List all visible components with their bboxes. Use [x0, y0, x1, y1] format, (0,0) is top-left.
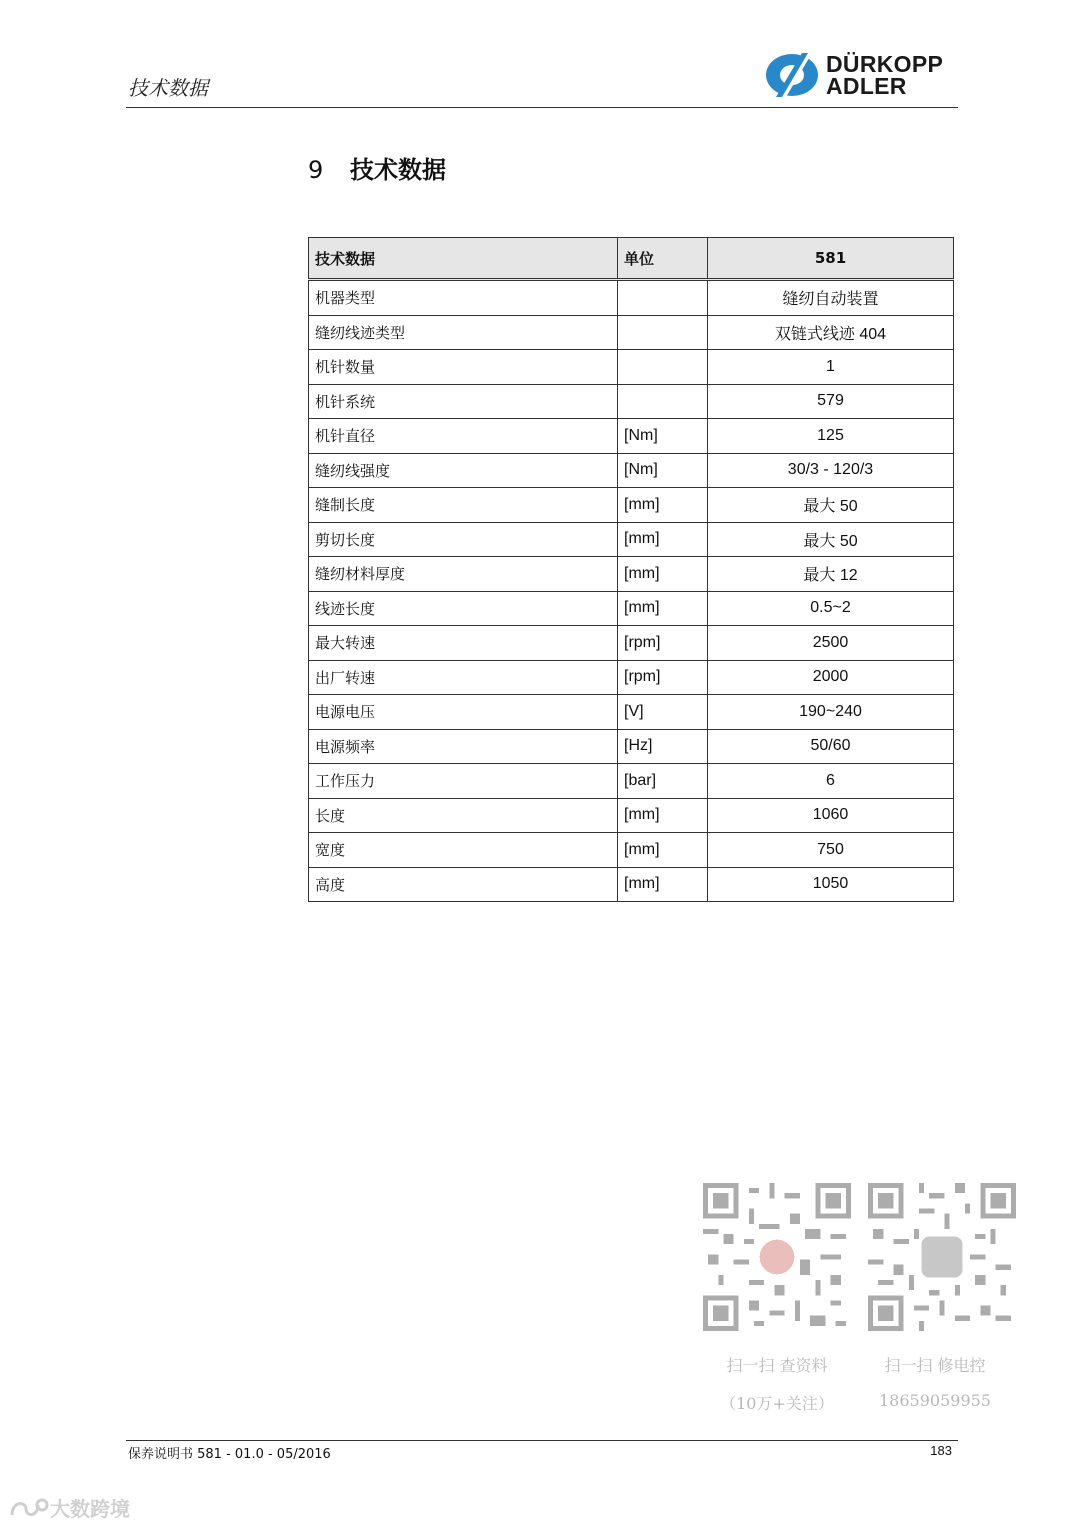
cell-parameter: 缝制长度 [309, 488, 618, 523]
cell-parameter: 缝纫材料厚度 [309, 557, 618, 592]
header-cell-parameter: 技术数据 [309, 238, 618, 280]
table-row [309, 557, 954, 592]
watermark [8, 1493, 130, 1522]
cell-parameter: 电源频率 [309, 729, 618, 764]
table-row [309, 729, 954, 764]
cell-unit: [mm] [618, 591, 708, 626]
cell-value: 缝纫自动装置 [708, 280, 954, 316]
cell-unit [618, 350, 708, 385]
cell-unit [618, 280, 708, 316]
table-row [309, 626, 954, 661]
cell-unit: [mm] [618, 833, 708, 868]
cell-parameter: 机针数量 [309, 350, 618, 385]
table-row [309, 833, 954, 868]
cell-value: 750 [708, 833, 954, 868]
cell-value: 50/60 [708, 729, 954, 764]
cell-parameter: 高度 [309, 867, 618, 902]
cell-parameter: 工作压力 [309, 764, 618, 799]
table-row [309, 350, 954, 385]
cell-parameter: 机器类型 [309, 280, 618, 316]
logo-text [826, 53, 943, 97]
table-body [309, 280, 954, 902]
wechat-qr-code-icon [868, 1183, 1016, 1331]
cell-parameter: 最大转速 [309, 626, 618, 661]
qr-caption-left-2: （10万+关注） [720, 1394, 834, 1413]
cell-value: 125 [708, 419, 954, 454]
cell-parameter: 机针直径 [309, 419, 618, 454]
table-row [309, 867, 954, 902]
table-header-row [309, 238, 954, 280]
technical-data-table [308, 237, 954, 902]
logo-line-1: DÜRKOPP [826, 51, 944, 77]
table-row [309, 695, 954, 730]
cell-value: 2000 [708, 660, 954, 695]
cell-value: 双链式线迹 404 [708, 315, 954, 350]
cell-unit: [Nm] [618, 453, 708, 488]
cell-unit: [bar] [618, 764, 708, 799]
chapter-title: 技术数据 [350, 156, 446, 184]
cell-unit: [rpm] [618, 626, 708, 661]
watermark-logo-icon [8, 1495, 50, 1521]
table-row [309, 315, 954, 350]
cell-value: 30/3 - 120/3 [708, 453, 954, 488]
cell-value: 6 [708, 764, 954, 799]
cell-value: 1050 [708, 867, 954, 902]
cell-value: 0.5~2 [708, 591, 954, 626]
cell-unit: [mm] [618, 522, 708, 557]
chapter-number: 9 [308, 156, 324, 184]
chapter-heading [308, 150, 446, 185]
cell-unit [618, 315, 708, 350]
footer-divider [126, 1440, 958, 1441]
table-row [309, 764, 954, 799]
footer-page-number: 183 [930, 1443, 952, 1458]
cell-parameter: 出厂转速 [309, 660, 618, 695]
cell-value: 1 [708, 350, 954, 385]
footer-document-id: 保养说明书 581 - 01.0 - 05/2016 [128, 1447, 331, 1462]
cell-parameter: 长度 [309, 798, 618, 833]
cell-parameter: 线迹长度 [309, 591, 618, 626]
cell-parameter: 缝纫线迹类型 [309, 315, 618, 350]
table-row [309, 522, 954, 557]
cell-value: 最大 50 [708, 488, 954, 523]
cell-value: 2500 [708, 626, 954, 661]
running-header-title: 技术数据 [128, 76, 208, 100]
logo-line-2: ADLER [826, 73, 907, 99]
qr-caption-left-1: 扫一扫 查资料 [726, 1356, 828, 1375]
cell-value: 190~240 [708, 695, 954, 730]
duerkopp-adler-logo-icon [762, 51, 822, 99]
cell-unit: [mm] [618, 798, 708, 833]
table-row [309, 660, 954, 695]
cell-parameter: 剪切长度 [309, 522, 618, 557]
cell-unit: [rpm] [618, 660, 708, 695]
cell-value: 最大 50 [708, 522, 954, 557]
watermark-text: 大数跨境 [50, 1497, 130, 1521]
cell-unit: [mm] [618, 488, 708, 523]
qr-caption-right-1: 扫一扫 修电控 [884, 1356, 986, 1375]
cell-value: 最大 12 [708, 557, 954, 592]
cell-unit: [Hz] [618, 729, 708, 764]
cell-value: 579 [708, 384, 954, 419]
cell-unit: [mm] [618, 867, 708, 902]
cell-parameter: 机针系统 [309, 384, 618, 419]
qr-caption-right-2: 18659059955 [879, 1391, 991, 1410]
cell-parameter: 电源电压 [309, 695, 618, 730]
table-row [309, 453, 954, 488]
table-row [309, 384, 954, 419]
table-row [309, 419, 954, 454]
qr-code-area [703, 1183, 1018, 1418]
table-row [309, 798, 954, 833]
header-cell-model: 581 [708, 238, 954, 280]
cell-unit: [V] [618, 695, 708, 730]
table-row [309, 591, 954, 626]
cell-value: 1060 [708, 798, 954, 833]
cell-parameter: 宽度 [309, 833, 618, 868]
header-divider [126, 107, 958, 108]
cell-unit [618, 384, 708, 419]
table-row [309, 280, 954, 316]
brand-logo [762, 50, 958, 100]
header-cell-unit: 单位 [618, 238, 708, 280]
table-row [309, 488, 954, 523]
cell-unit: [mm] [618, 557, 708, 592]
cell-parameter: 缝纫线强度 [309, 453, 618, 488]
cell-unit: [Nm] [618, 419, 708, 454]
qr-code-icon [703, 1183, 851, 1331]
